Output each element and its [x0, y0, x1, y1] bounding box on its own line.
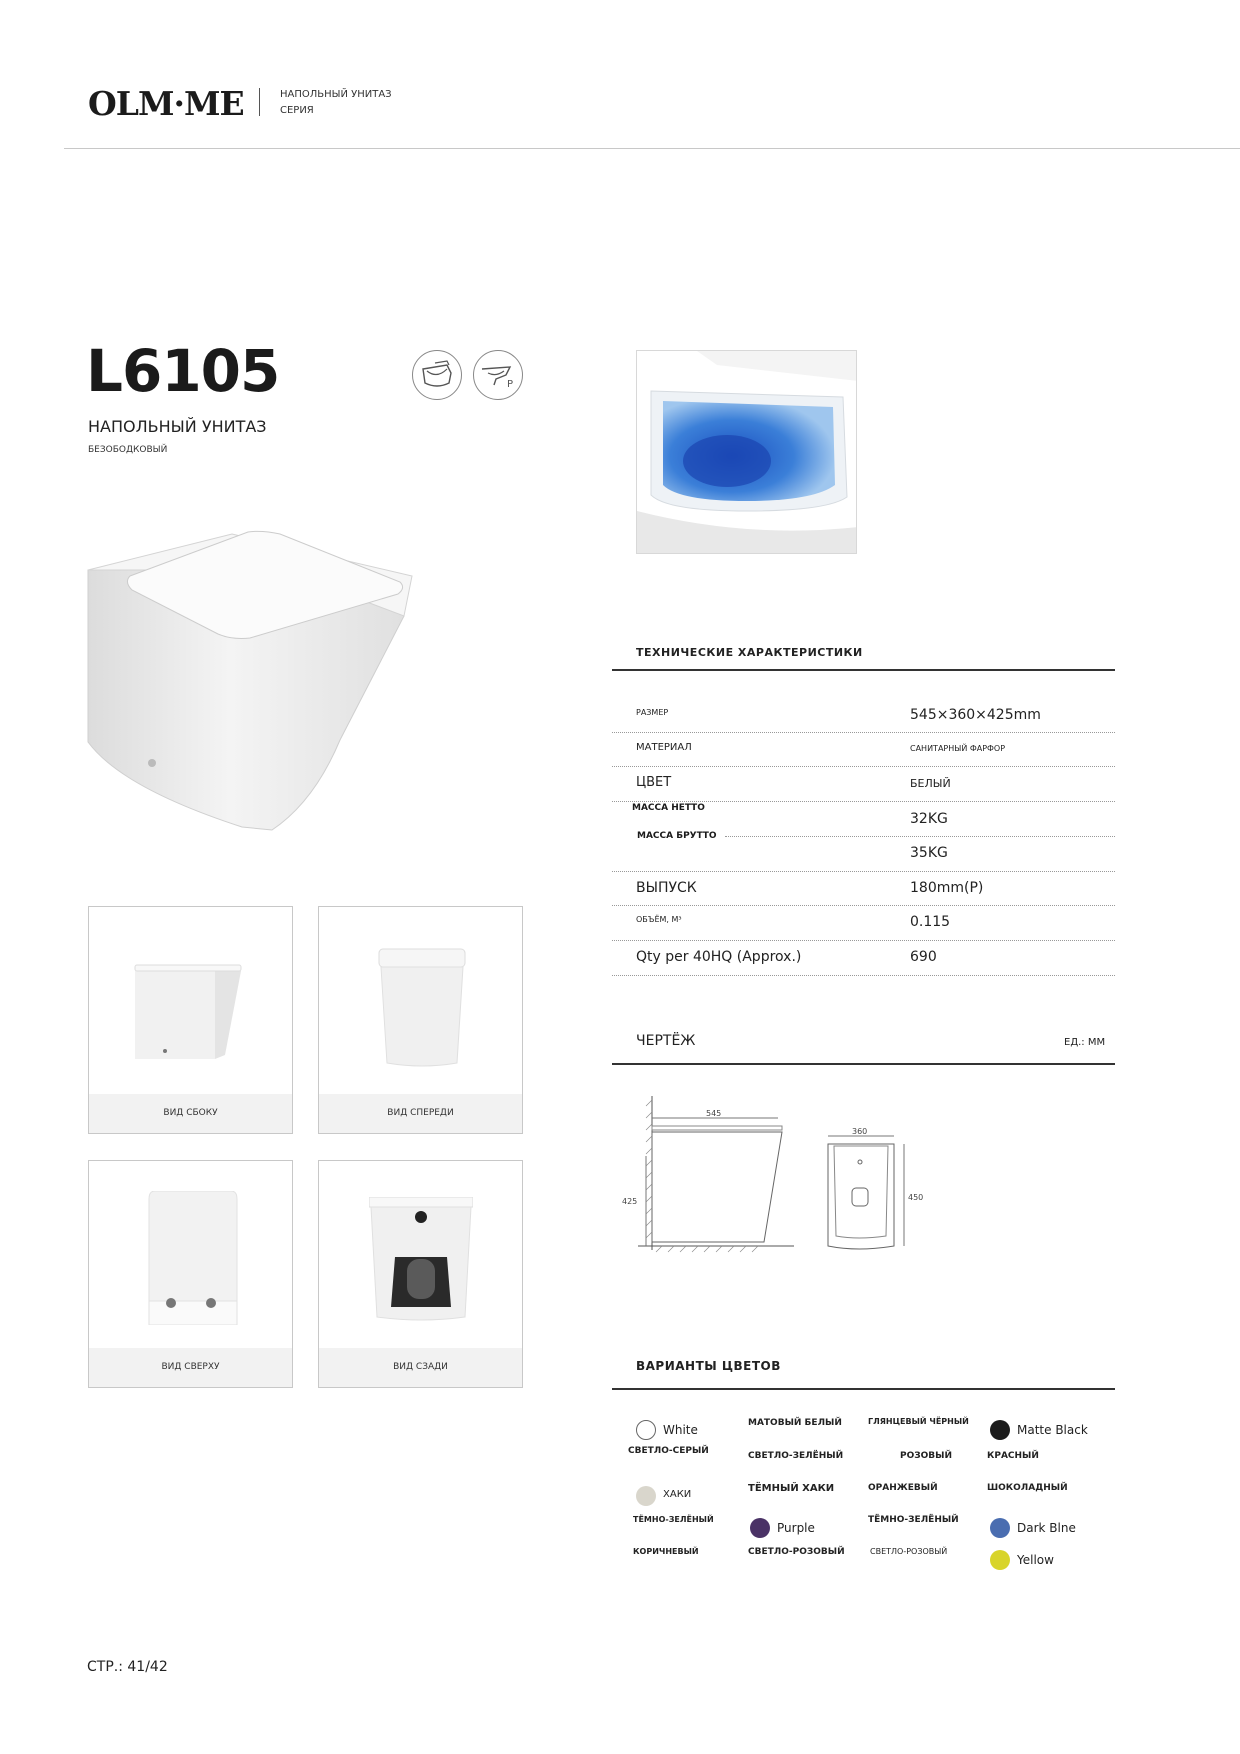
spec-label-color: ЦВЕТ [636, 775, 672, 790]
header-series: СЕРИЯ [280, 105, 314, 116]
color-label: ТЁМНО-ЗЕЛЁНЫЙ [633, 1515, 714, 1524]
front-view-thumbnail[interactable] [318, 906, 523, 1134]
color-name-matte-black: Matte Black [1017, 1423, 1088, 1437]
swatch-matte-black[interactable] [990, 1420, 1010, 1440]
specs-rule [612, 669, 1115, 671]
specs-title: ТЕХНИЧЕСКИЕ ХАРАКТЕРИСТИКИ [636, 646, 863, 659]
color-label: ГЛЯНЦЕВЫЙ ЧЁРНЫЙ [868, 1417, 969, 1426]
swatch-dark-blue[interactable] [990, 1518, 1010, 1538]
spec-value-gross-weight: 35KG [910, 845, 948, 861]
row-divider [612, 905, 1115, 906]
color-name-khaki: ХАКИ [663, 1489, 692, 1500]
swatch-purple[interactable] [750, 1518, 770, 1538]
colors-rule [612, 1388, 1115, 1390]
spec-value-volume: 0.115 [910, 914, 951, 930]
dim-depth: 450 [908, 1193, 924, 1202]
spec-label-qty: Qty per 40HQ (Approx.) [636, 949, 802, 965]
spec-value-qty: 690 [910, 949, 937, 965]
spec-value-material: САНИТАРНЫЙ ФАРФОР [910, 744, 1006, 753]
spec-label-net-weight: МАССА НЕТТО [632, 803, 705, 813]
spec-value-size: 545×360×425mm [910, 707, 1041, 723]
row-divider [612, 766, 1115, 767]
color-label: МАТОВЫЙ БЕЛЫЙ [748, 1418, 842, 1428]
brand-logo: OLM·ME [88, 84, 244, 123]
header-divider [259, 88, 260, 116]
side-view-thumbnail[interactable] [88, 906, 293, 1134]
color-name-white: White [663, 1423, 698, 1437]
dim-length: 545 [706, 1109, 722, 1118]
spec-label-outlet: ВЫПУСК [636, 880, 697, 896]
page-number: СТР.: 41/42 [87, 1659, 168, 1675]
swatch-khaki[interactable] [636, 1486, 656, 1506]
view-label: ВИД СБОКУ [89, 1094, 292, 1133]
color-label: СВЕТЛО-РОЗОВЫЙ [870, 1547, 948, 1556]
row-divider [612, 801, 1115, 802]
row-divider [612, 871, 1115, 872]
rimless-bowl-icon [412, 350, 462, 400]
svg-text:P: P [507, 379, 514, 390]
color-label: ОРАНЖЕВЫЙ [868, 1483, 938, 1493]
spec-label-size: РАЗМЕР [636, 708, 669, 717]
spec-value-outlet: 180mm(P) [910, 880, 984, 896]
color-name-purple: Purple [777, 1521, 815, 1535]
product-type: НАПОЛЬНЫЙ УНИТАЗ [88, 417, 267, 436]
top-view-thumbnail[interactable] [88, 1160, 293, 1388]
model-number: L6105 [86, 337, 280, 405]
spec-value-color: БЕЛЫЙ [910, 777, 951, 790]
drawing-title: ЧЕРТЁЖ [636, 1033, 696, 1049]
drawing-unit: ЕД.: ММ [1064, 1037, 1106, 1048]
color-name-dark-blue: Dark Blne [1017, 1521, 1076, 1535]
back-view-thumbnail[interactable] [318, 1160, 523, 1388]
spec-label-gross-weight: МАССА БРУТТО [633, 831, 721, 841]
color-label: СВЕТЛО-РОЗОВЫЙ [748, 1547, 845, 1557]
color-label: ТЁМНО-ЗЕЛЁНЫЙ [868, 1515, 959, 1525]
product-photo [82, 520, 422, 840]
color-label: СВЕТЛО-ЗЕЛЁНЫЙ [748, 1451, 844, 1461]
color-label: РОЗОВЫЙ [900, 1451, 953, 1461]
view-label: ВИД СВЕРХУ [89, 1348, 292, 1387]
dim-height: 425 [622, 1197, 638, 1206]
swatch-white[interactable] [636, 1420, 656, 1440]
drawing-rule [612, 1063, 1115, 1065]
swatch-yellow[interactable] [990, 1550, 1010, 1570]
spec-value-net-weight: 32KG [910, 811, 948, 827]
color-name-yellow: Yellow [1017, 1553, 1054, 1567]
row-divider [612, 975, 1115, 976]
row-divider [612, 732, 1115, 733]
spec-label-material: МАТЕРИАЛ [636, 742, 692, 753]
dim-width: 360 [852, 1127, 868, 1136]
colors-title: ВАРИАНТЫ ЦВЕТОВ [636, 1359, 781, 1373]
bowl-detail-photo [636, 350, 857, 554]
color-label: ШОКОЛАДНЫЙ [987, 1483, 1068, 1493]
p-trap-icon [473, 350, 523, 400]
color-label: ТЁМНЫЙ ХАКИ [748, 1483, 835, 1494]
spec-label-volume: ОБЪЁМ, M³ [636, 915, 682, 924]
header-rule [64, 148, 1240, 149]
row-divider [612, 940, 1115, 941]
row-divider [725, 836, 1115, 837]
color-label: КОРИЧНЕВЫЙ [633, 1547, 699, 1556]
color-label: КРАСНЫЙ [987, 1451, 1039, 1461]
product-subtype: БЕЗОБОДКОВЫЙ [88, 445, 168, 455]
color-label: СВЕТЛО-СЕРЫЙ [628, 1446, 709, 1456]
header-subtitle: НАПОЛЬНЫЙ УНИТАЗ [280, 89, 392, 100]
view-label: ВИД СЗАДИ [319, 1348, 522, 1387]
view-label: ВИД СПЕРЕДИ [319, 1094, 522, 1133]
technical-drawing [612, 1090, 942, 1264]
